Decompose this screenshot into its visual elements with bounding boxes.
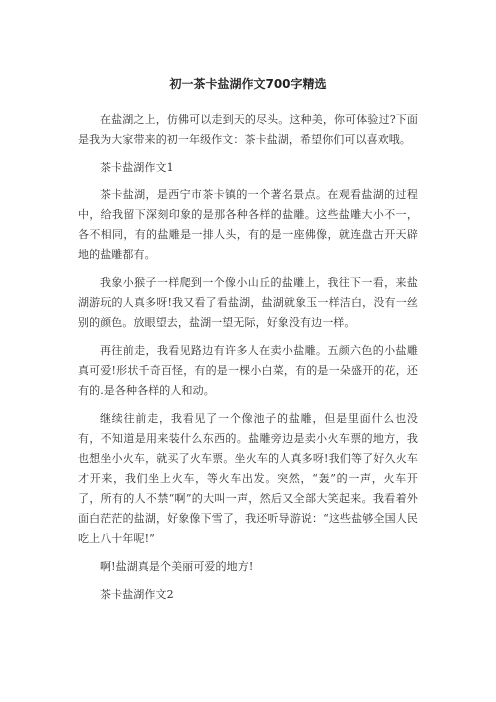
body-paragraph: 我象小猴子一样爬到一个像小山丘的盐雕上，我往下一看，来盐湖游玩的人真多呀!我又看了看盐湖，盐湖就象玉一样洁白，没有一丝别的颜色。放眼望去，盐湖一望无际，好象没有边一样。 bbox=[78, 276, 418, 329]
body-paragraph: 再往前走，我看见路边有许多人在卖小盐雕。五颜六色的小盐雕真可爱!形状千奇百怪，有的是一棵小白菜，有的是一朵盛开的花，还有的.是各种各样的人和动。 bbox=[78, 344, 418, 397]
intro-paragraph: 在盐湖之上，仿佛可以走到天的尽头。这种美，你可体验过?下面是我为大家带来的初一年级作文：茶卡盐湖，希望你们可以喜欢哦。 bbox=[78, 113, 418, 146]
section-heading-1: 茶卡盐湖作文1 bbox=[100, 161, 174, 174]
body-paragraph: 继续往前走，我看见了一个像池子的盐雕，但是里面什么也没有，不知道是用来装什么东西的。盐雕旁边是卖小火车票的地方，我也想坐小火车，就买了火车票。坐火车的人真多呀!我们等了好久火车才开来，我们坐上火车，等火车出发。突然，“轰”的一声，火车开了，所有的人不禁“啊”的大叫一声，然后又全部大笑起来。我看着外面白茫茫的盐湖，好象像下雪了，我还听导游说：“这些盐够全国人民吃上八十年呢!” bbox=[78, 412, 418, 545]
document-title: 初一茶卡盐湖作文700字精选 bbox=[169, 77, 327, 91]
document-body bbox=[78, 110, 418, 612]
body-paragraph: 茶卡盐湖，是西宁市茶卡镇的一个著名景点。在观看盐湖的过程中，给我留下深刻印象的是那各种各样的盐雕。这些盐雕大小不一，各不相同，有的盐雕是一排人头，有的是一座佛像，就连盘古开天辟地的盐雕都有。 bbox=[78, 188, 418, 261]
closing-paragraph: 啊!盐湖真是个美丽可爱的地方! bbox=[100, 560, 254, 573]
section-heading-2: 茶卡盐湖作文2 bbox=[100, 588, 174, 601]
